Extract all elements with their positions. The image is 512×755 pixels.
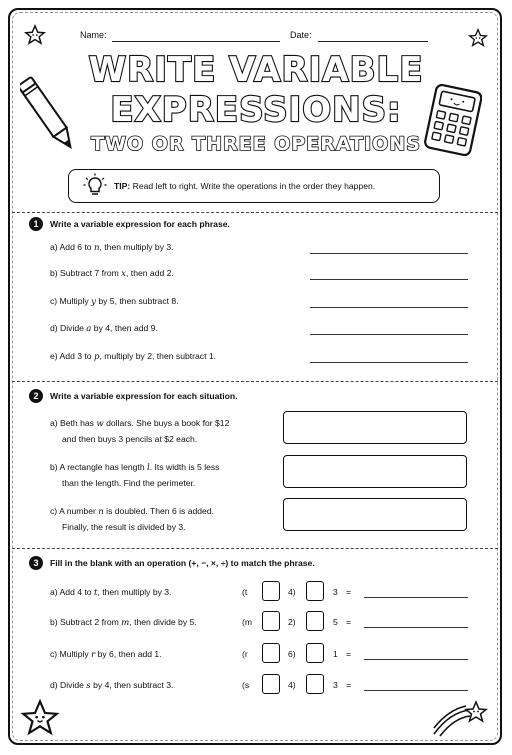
section-1-number: 1: [29, 217, 43, 231]
section-divider: [12, 212, 498, 213]
question-2c: c) A number n is doubled. Then 6 is added.: [50, 506, 215, 517]
expr-end-3a: 3: [333, 587, 338, 597]
section-3-heading: Fill in the blank with an operation (+, −, ×, ÷) to match the phrase.: [50, 558, 315, 568]
section-3-number: 3: [29, 556, 43, 570]
tip-label: TIP:: [114, 181, 131, 191]
date-field[interactable]: [318, 41, 428, 42]
title-subtitle: TWO OR THREE OPERATIONS: [91, 133, 421, 155]
operation-blank-3b-1[interactable]: [262, 611, 280, 631]
operation-blank-3d-2[interactable]: [306, 674, 324, 694]
answer-line-1e[interactable]: [310, 362, 468, 363]
equals-sign: =: [346, 617, 352, 627]
tip-text: [114, 181, 375, 191]
answer-line-1a[interactable]: [310, 253, 468, 254]
expr-open-3d: (s: [242, 680, 250, 690]
operation-blank-3a-1[interactable]: [262, 581, 280, 601]
question-1a: a) Add 6 to n, then multiply by 3.: [50, 242, 174, 253]
question-2a: a) Beth has w dollars. She buys a book for $12: [50, 418, 230, 429]
question-2c-line-2: Finally, the result is divided by 3.: [62, 522, 186, 532]
section-1-heading: Write a variable expression for each phrase.: [50, 219, 230, 229]
answer-line-1c[interactable]: [310, 307, 468, 308]
operation-blank-3d-1[interactable]: [262, 674, 280, 694]
expr-mid-3c: 6): [288, 649, 296, 659]
star-icon: [24, 24, 46, 46]
expr-end-3d: 3: [333, 680, 338, 690]
question-3b: b) Subtract 2 from m, then divide by 5.: [50, 617, 197, 628]
equals-sign: =: [346, 649, 352, 659]
question-1c: c) Multiply y by 5, then subtract 8.: [50, 296, 179, 307]
expr-end-3b: 5: [333, 617, 338, 627]
operation-blank-3a-2[interactable]: [306, 581, 324, 601]
operation-blank-3c-2[interactable]: [306, 643, 324, 663]
expr-open-3c: (r: [242, 649, 248, 659]
tip-body: Read left to right. Write the operations in the order they happen.: [130, 181, 376, 191]
answer-box-2a[interactable]: [283, 411, 467, 444]
question-2a-line-2: and then buys 3 pencils at $2 each.: [62, 434, 198, 444]
answer-line-3b[interactable]: [364, 627, 468, 628]
title-line-1: WRITE VARIABLE: [88, 50, 424, 90]
answer-line-3a[interactable]: [364, 597, 468, 598]
date-label: Date:: [290, 30, 312, 40]
name-field[interactable]: [112, 41, 280, 42]
equals-sign: =: [346, 587, 352, 597]
expr-mid-3a: 4): [288, 587, 296, 597]
question-3d: d) Divide s by 4, then subtract 3.: [50, 680, 174, 691]
expr-mid-3b: 2): [288, 617, 296, 627]
tip-box: [68, 169, 440, 203]
answer-box-2b[interactable]: [283, 455, 467, 488]
operation-blank-3c-1[interactable]: [262, 643, 280, 663]
question-3a: a) Add 4 to t, then multiply by 3.: [50, 587, 172, 598]
answer-line-3d[interactable]: [364, 690, 468, 691]
question-2b-line-2: than the length. Find the perimeter.: [62, 478, 196, 488]
question-1b: b) Subtract 7 from x, then add 2.: [50, 268, 174, 279]
smiling-star-icon: [20, 698, 60, 738]
question-1e: e) Add 3 to p, multiply by 2, then subtract 1.: [50, 351, 217, 362]
operation-blank-3b-2[interactable]: [306, 611, 324, 631]
question-3c: c) Multiply r by 6, then add 1.: [50, 649, 162, 660]
expr-mid-3d: 4): [288, 680, 296, 690]
expr-open-3b: (m: [242, 617, 253, 627]
section-2-heading: Write a variable expression for each situation.: [50, 391, 238, 401]
answer-box-2c[interactable]: [283, 498, 467, 531]
expr-end-3c: 1: [333, 649, 338, 659]
lightbulb-icon: [83, 173, 107, 199]
title-line-2: EXPRESSIONS:: [110, 90, 402, 130]
section-2-number: 2: [29, 389, 43, 403]
answer-line-3c[interactable]: [364, 659, 468, 660]
shooting-star-icon: [430, 698, 490, 738]
section-divider: [12, 381, 498, 382]
answer-line-1d[interactable]: [310, 334, 468, 335]
name-label: Name:: [80, 30, 107, 40]
answer-line-1b[interactable]: [310, 279, 468, 280]
star-icon: [468, 28, 488, 48]
equals-sign: =: [346, 680, 352, 690]
question-1d: d) Divide a by 4, then add 9.: [50, 323, 158, 334]
expr-open-3a: (t: [242, 587, 248, 597]
question-2b: b) A rectangle has length l. Its width is 5 less: [50, 462, 220, 473]
section-divider: [12, 548, 498, 549]
